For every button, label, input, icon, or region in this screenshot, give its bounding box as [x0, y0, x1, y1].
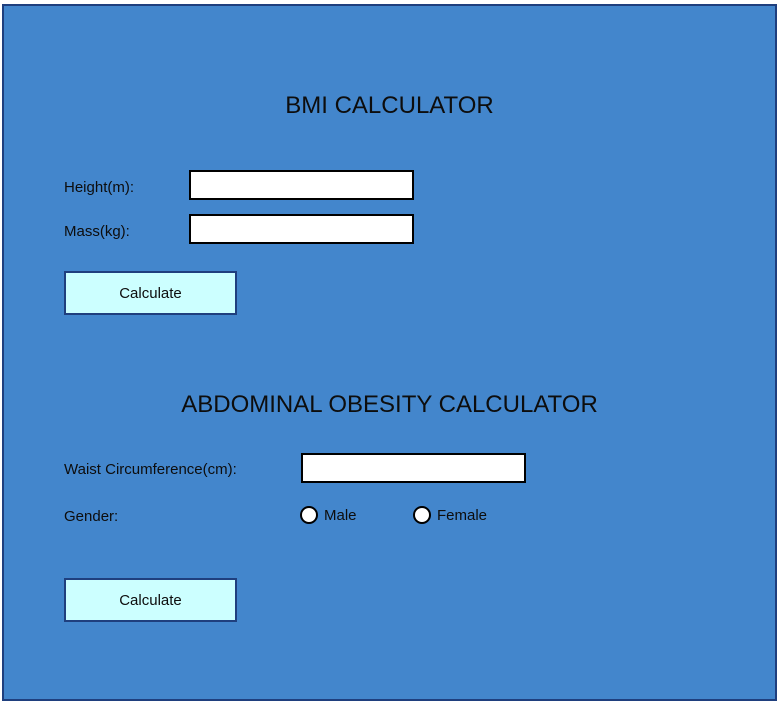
gender-male-option[interactable]: [300, 506, 357, 524]
male-radio[interactable]: [300, 506, 318, 524]
obesity-calculate-button[interactable]: Calculate: [64, 578, 237, 622]
obesity-title: ABDOMINAL OBESITY CALCULATOR: [181, 391, 598, 418]
gender-label: Gender:: [64, 508, 119, 525]
height-label: Height(m):: [64, 179, 135, 196]
waist-input[interactable]: [301, 453, 526, 483]
mass-input[interactable]: [189, 214, 414, 244]
gender-female-option[interactable]: [413, 506, 487, 524]
female-radio[interactable]: [413, 506, 431, 524]
height-input[interactable]: [189, 170, 414, 200]
waist-label: Waist Circumference(cm):: [64, 461, 237, 478]
male-radio-label: Male: [324, 506, 357, 524]
calculator-panel: [2, 4, 777, 701]
mass-label: Mass(kg):: [64, 223, 130, 240]
bmi-calculate-button[interactable]: Calculate: [64, 271, 237, 315]
bmi-title: BMI CALCULATOR: [285, 92, 494, 119]
female-radio-label: Female: [437, 506, 488, 524]
